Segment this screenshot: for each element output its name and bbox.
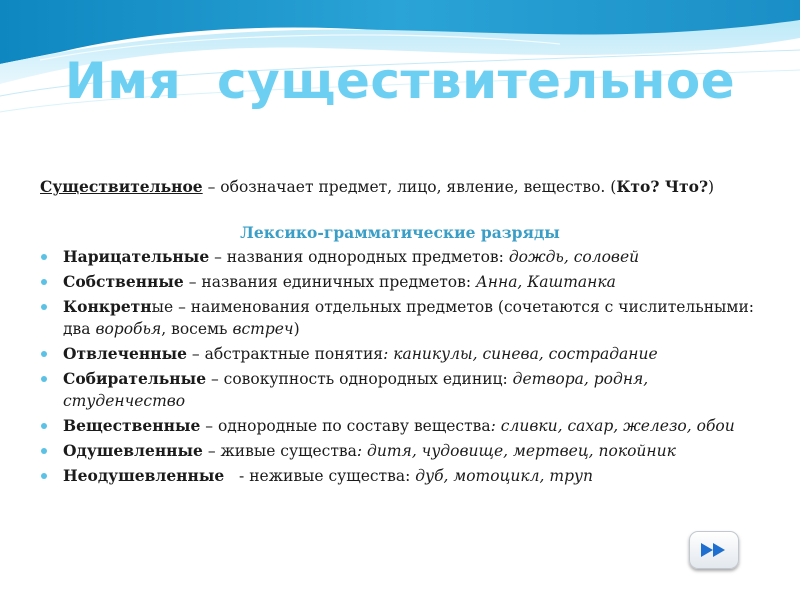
- item-examples: детвора, родня, студенчество: [63, 370, 649, 410]
- categories-list: [40, 246, 760, 487]
- item-term: Собирательные: [63, 369, 207, 388]
- item-term: Конкретн: [63, 297, 152, 316]
- item-examples-2: встреч: [232, 320, 294, 338]
- item-text-3: ): [293, 320, 300, 338]
- item-examples: Анна, Каштанка: [476, 273, 616, 291]
- definition-text: – обозначает предмет, лицо, явление, вещество. (: [202, 178, 617, 196]
- list-item: [40, 296, 760, 340]
- list-item: [40, 271, 760, 293]
- item-examples: дуб, мотоцикл, труп: [415, 467, 593, 485]
- item-examples: дождь, соловей: [508, 248, 640, 266]
- definition-questions: Кто? Что?: [616, 177, 709, 196]
- item-term: Вещественные: [63, 416, 201, 435]
- list-item: [40, 368, 760, 412]
- definition-term: Существительное: [40, 177, 203, 196]
- list-item: [40, 246, 760, 268]
- item-text: – названия единичных предметов:: [183, 273, 477, 291]
- categories-heading: Лексико-грамматические разряды: [240, 223, 560, 242]
- double-arrow-right-icon: [700, 541, 728, 559]
- item-text: – названия однородных предметов:: [209, 248, 509, 266]
- item-examples: : каникулы, синева, сострадание: [383, 345, 658, 363]
- list-item: [40, 343, 760, 365]
- item-examples: : сливки, сахар, железо, обои: [490, 417, 735, 435]
- item-text: – однородные по составу вещества: [200, 417, 491, 435]
- definition-close: ): [708, 178, 715, 196]
- item-text-2: , восемь: [161, 320, 233, 338]
- item-term: Неодушевленные: [63, 466, 225, 485]
- item-term-rest: ые: [151, 298, 174, 316]
- item-text: – живые существа: [202, 442, 357, 460]
- item-term: Собственные: [63, 272, 184, 291]
- slide-title: Имя существительное: [64, 52, 736, 110]
- slide-content: [40, 176, 760, 490]
- item-text: – абстрактные понятия: [186, 345, 384, 363]
- item-examples: воробья: [95, 320, 162, 338]
- item-term: Одушевленные: [63, 441, 203, 460]
- item-text: – совокупность однородных единиц:: [206, 370, 513, 388]
- next-slide-button[interactable]: [689, 531, 739, 569]
- item-term: Нарицательные: [63, 247, 210, 266]
- item-examples: : дитя, чудовище, мертвец, покойник: [356, 442, 676, 460]
- list-item: [40, 465, 760, 487]
- definition: [40, 176, 760, 198]
- list-item: [40, 415, 760, 437]
- item-text: - неживые существа:: [224, 467, 416, 485]
- item-text: – наименования отдельных предметов (сочетаются с числительными: два: [63, 298, 754, 338]
- list-item: [40, 440, 760, 462]
- item-term: Отвлеченные: [63, 344, 187, 363]
